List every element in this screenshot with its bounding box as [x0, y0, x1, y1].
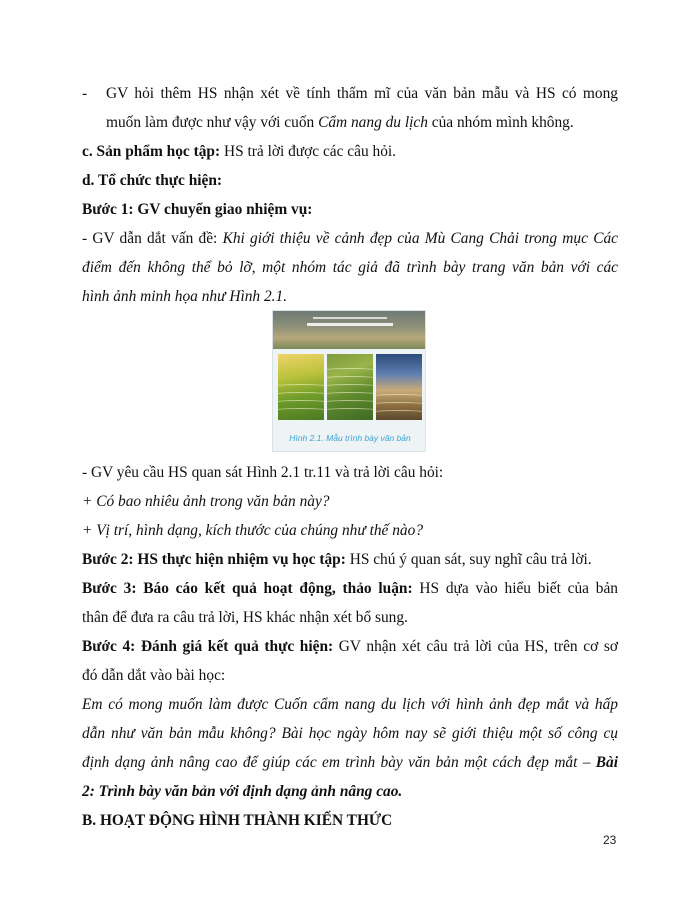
dan-dat-text1: Khi giới thiệu về cảnh đẹp của Mù Cang Chải trong mục Các	[222, 230, 618, 247]
buoc-3-label: Bước 3: Báo cáo kết quả hoạt động, thảo luận:	[82, 580, 413, 597]
buoc-1-heading	[82, 195, 618, 224]
figure-caption: Hình 2.1. Mẫu trình bày văn bản	[289, 433, 411, 443]
dan-dat-line3	[82, 282, 618, 311]
question-2-text: + Vị trí, hình dạng, kích thước của chúng như thế nào?	[82, 522, 424, 539]
intro-text3: định dạng ảnh nâng cao để giúp các em trình bày văn bản một cách đẹp mắt –	[82, 754, 596, 771]
bullet-paragraph-cont	[106, 108, 618, 137]
buoc-4-label: Bước 4: Đánh giá kết quả thực hiện:	[82, 638, 334, 655]
page-number: 23	[603, 833, 617, 847]
san-pham-text: HS trả lời được các câu hỏi.	[220, 143, 397, 160]
to-chuc-heading	[82, 166, 618, 195]
buoc-3-line2	[82, 603, 618, 632]
san-pham-hoc-tap	[82, 137, 618, 166]
buoc-4-text1: GV nhận xét câu trả lời của HS, trên cơ sơ	[333, 638, 618, 655]
question-2	[82, 516, 618, 545]
intro-line2	[82, 719, 618, 748]
buoc-1-label: Bước 1: GV chuyển giao nhiệm vụ:	[82, 201, 313, 218]
bullet-text-line2-end: của nhóm mình không.	[427, 114, 574, 131]
question-1-text: + Có bao nhiêu ảnh trong văn bản này?	[82, 493, 330, 510]
dan-dat-line1	[82, 224, 618, 253]
dan-dat-line2	[82, 253, 618, 282]
dan-dat-text2: điểm đến không thể bỏ lỡ, một nhóm tác giả đã trình bày trang văn bản với các	[82, 259, 618, 276]
figure-photo-mountain-sky	[376, 354, 422, 420]
lesson-title-start: Bài	[595, 754, 618, 771]
bullet-dash: -	[82, 85, 88, 102]
section-b-title: B. HOẠT ĐỘNG HÌNH THÀNH KIẾN THỨC	[82, 812, 393, 829]
intro-line4	[82, 777, 618, 806]
buoc-3-text2: thân để đưa ra câu trả lời, HS khác nhận xét bổ sung.	[82, 609, 408, 626]
buoc-3-text1: HS dựa vào hiểu biết của bản	[412, 580, 618, 597]
buoc-3-line1	[82, 574, 618, 603]
figure-photo-green-terraces	[327, 354, 373, 420]
yeu-cau-line	[82, 458, 618, 487]
buoc-2-text: HS chú ý quan sát, suy nghĩ câu trả lời.	[345, 551, 592, 568]
bullet-text-line1: GV hỏi thêm HS nhận xét về tính thẩm mĩ của văn bản mẫu và HS có mong	[106, 85, 618, 102]
buoc-4-text2: đó dẫn dắt vào bài học:	[82, 667, 226, 684]
intro-line1	[82, 690, 618, 719]
buoc-2	[82, 545, 618, 574]
book-title: Cẩm nang du lịch	[318, 114, 428, 131]
dan-dat-text3: hình ảnh minh họa như Hình 2.1.	[82, 288, 288, 305]
buoc-4-line2	[82, 661, 618, 690]
lesson-title-end: 2: Trình bày văn bản với định dạng ảnh nâng cao.	[82, 783, 403, 800]
figure-header-banner	[273, 311, 426, 349]
section-b-heading	[82, 806, 618, 835]
figure-photo-rice-terraces	[278, 354, 324, 420]
buoc-4-line1	[82, 632, 618, 661]
dan-dat-prefix: - GV dẫn dắt vấn đề:	[82, 230, 223, 247]
bullet-text-line2: muốn làm được như vậy với cuốn	[106, 114, 319, 131]
san-pham-label: c. Sản phẩm học tập:	[82, 143, 221, 160]
intro-line3	[82, 748, 618, 777]
question-1	[82, 487, 618, 516]
to-chuc-label: d. Tổ chức thực hiện:	[82, 172, 223, 189]
buoc-2-label: Bước 2: HS thực hiện nhiệm vụ học tập:	[82, 551, 346, 568]
intro-text2: dẫn như văn bản mẫu không? Bài học ngày hôm nay sẽ giới thiệu một số công cụ	[82, 725, 618, 742]
figure-2-1	[272, 310, 426, 452]
bullet-paragraph	[82, 79, 618, 108]
yeu-cau-text: - GV yêu cầu HS quan sát Hình 2.1 tr.11 và trả lời câu hỏi:	[82, 464, 444, 481]
intro-text1: Em có mong muốn làm được Cuốn cẩm nang du lịch với hình ảnh đẹp mắt và hấp	[82, 696, 618, 713]
